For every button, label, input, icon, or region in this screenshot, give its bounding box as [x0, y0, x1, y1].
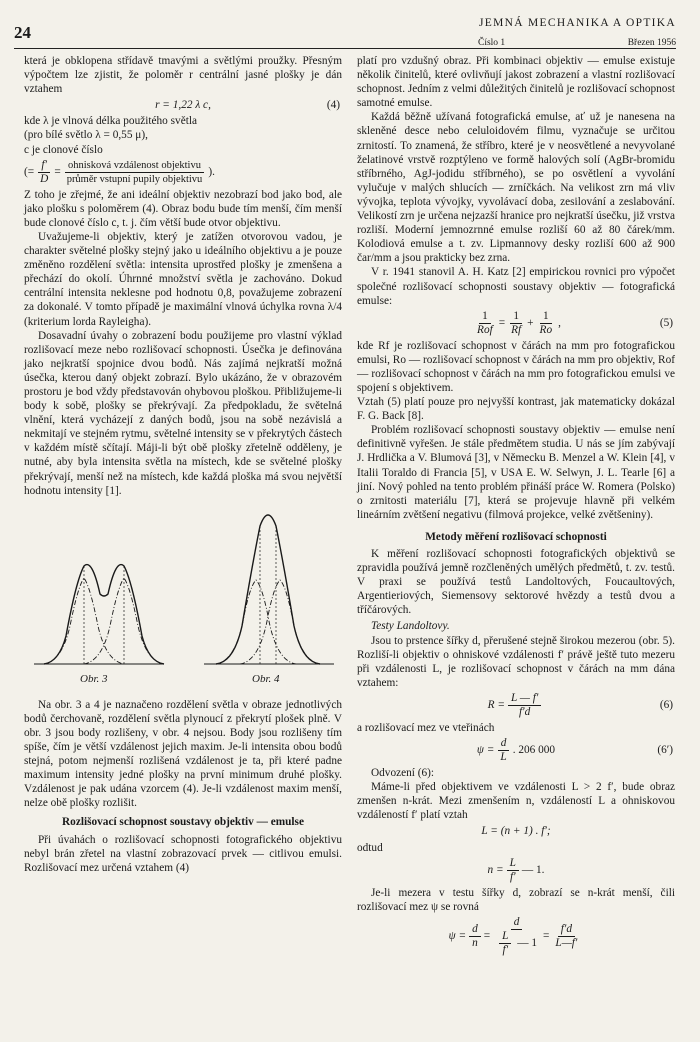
denominator: f′d	[519, 705, 531, 718]
denominator: Ro	[539, 323, 553, 336]
equation-text: ψ =	[448, 930, 467, 943]
equation-text: n =	[487, 864, 504, 877]
combined-intensity-curve	[216, 515, 320, 664]
issue-date: Březen 1956	[627, 38, 676, 48]
intensity-curves-figure	[24, 506, 342, 692]
equation-number: (5)	[659, 317, 673, 330]
section-heading: Metody měření rozlišovací schopnosti	[425, 530, 607, 543]
denominator: f′	[502, 943, 509, 956]
equation-text: ).	[208, 166, 215, 179]
numerator: L	[499, 930, 511, 944]
equation-number: (6)	[659, 699, 673, 712]
fraction	[497, 737, 509, 764]
equation-6	[357, 692, 675, 719]
equation-psi	[357, 916, 675, 957]
numerator: 1	[510, 310, 522, 324]
definition-line: c je clonové číslo	[24, 143, 103, 156]
equation-number: (4)	[326, 99, 340, 112]
denominator: průměr vstupní pupily objektivu	[66, 173, 203, 185]
numerator: f′d	[558, 923, 575, 937]
page-number: 24	[14, 23, 31, 42]
fraction	[499, 930, 511, 957]
equation-clone-number	[24, 159, 342, 186]
paragraph: K měření rozlišovací schopnosti fotografických objektivů se zpravidla používá jemně rozčleněných umělých předmětů, t. zv. testů. V praxi se používá testů Landoltových, Foucaultových, Argentieriových, Siemensovy sektorové hvězdy a testů dvou a tříčárových.	[357, 548, 675, 617]
paragraph: platí pro vzdušný obraz. Při kombinaci objektiv — emulse existuje několik činitelů, které ovlivňují jakost zobrazení a vlastní rozlišovací schopnost. Jedním z velmi důležitých činitelů je rozlišovací schopnost samotné emulse.	[357, 55, 675, 110]
equation-text: r = 1,22 λ c,	[155, 99, 211, 112]
fraction	[37, 159, 51, 186]
equation-6-prime	[357, 737, 675, 764]
journal-title: JEMNÁ MECHANIKA A OPTIKA	[478, 17, 676, 29]
equation-text: ψ =	[476, 744, 495, 757]
equation-text: — 1	[517, 936, 538, 949]
figure-4-graphic	[204, 515, 334, 664]
paragraph: Máme-li před objektivem ve vzdálenosti L > 2 f′, bude obraz zmenšen n-krát. Mezi zmenšením n, vzdáleností L a ohniskovou vzdáleností f′ platí vztah	[357, 781, 675, 822]
figure-4-caption: Obr. 4	[252, 672, 280, 685]
definition-line: (pro bílé světlo λ = 0,55 μ),	[24, 129, 148, 142]
fraction	[507, 857, 519, 884]
numerator: L	[507, 857, 519, 871]
paragraph: V r. 1941 stanovil A. H. Katz [2] empirickou rovnici pro výpočet společné rozlišovací schopnosti soustavy objektiv — fotografická emulse:	[357, 266, 675, 307]
figure-3-caption: Obr. 3	[80, 672, 108, 685]
equation-text: =	[498, 317, 506, 330]
equation-text: — 1.	[521, 864, 545, 877]
section-heading: Rozlišovací schopnost soustavy objektiv — emulse	[62, 816, 304, 829]
paragraph: Každá běžně užívaná fotografická emulse, ať už je nanesena na skleněné desce nebo celuloidovém filmu, vyznačuje se určitou zrnitostí. To znamená, že stříbro, které je v neosvětlené a nevyvolané želatinové vrstvě rozptýleno ve formě halových solí (AgBr-bromidu stříbrného, AgJ-jodidu stříbrného), se po osvětlení a vyvolání vylučuje v malých shlucích — zrníčkách. Na velikost zrn má vliv vývojka, teplota vývojky, vyvolávací doba, zesilování a zeslabování. Velikostí zrn je určena nejzazší hranice pro nejkratší úsečku, již vrstva rozliší. Moderní jemnozrnné emulse rozliší 60 až 80 čárek/mm. Kolodiová emulse a t. zv. Lipmannovy desky rozliší 600 až 900 čar/mm a jsou prakticky bez zrna.	[357, 111, 675, 265]
paragraph: Z toho je zřejmé, že ani ideální objektiv nezobrazí bod jako bod, ale jako plošku s poloměrem (4). Obraz bodu bude tím menší, čím menší bude clonové číslo c, t. j. čím větší bude otvor objektivu.	[24, 188, 342, 229]
numerator: d	[511, 916, 523, 930]
issue-number: Číslo 1	[478, 38, 506, 48]
denominator: L	[500, 751, 507, 764]
header-rule	[14, 48, 676, 49]
page-header	[14, 10, 676, 50]
paragraph: Problém rozlišovací schopnosti soustavy objektiv — emulse není definitivně vyřešen. Je stále předmětem studia. U nás se jím zabývají J. Hrdlička a V. Blumová [3], v Německu B. Menzel a W. Klein [4], v Italii Toraldo di Francia [5], v USA E. W. Selwyn, J. L. Tearle [6] a jiní. Nový pohled na tento problém přináší práce W. Romera (Polsko) o zrnitosti materiálu [7], která se projevuje hlavně při velkém lineárním zvětšení negativu (filmová projekce, velké zvětšeniny).	[357, 424, 675, 521]
paragraph: Při úvahách o rozlišovací schopnosti fotografického objektivu nebyl brán zřetel na vlastní zobrazovací prvek — citlivou emulsi. Rozlišovací mez určená vztahem (4)	[24, 833, 342, 874]
numerator: d	[498, 737, 510, 751]
equation-text: =	[543, 930, 550, 943]
equation-text: R =	[487, 699, 505, 712]
right-column	[357, 54, 675, 959]
paragraph: která je obklopena střídavě tmavými a světlými proužky. Přesným výpočtem lze zjistit, že poloměr r centrální jasné plošky je dán vztahem	[24, 55, 342, 96]
equation-text: L = (n + 1) . f′;	[481, 825, 551, 838]
fraction	[508, 310, 524, 337]
left-column	[24, 54, 342, 875]
equation-text: =	[54, 166, 61, 179]
numerator: f′	[38, 159, 50, 173]
equation-text: +	[527, 317, 534, 330]
equation-text: =	[483, 930, 491, 943]
paragraph: Je-li mezera v testu šířky d, zobrazí se n-krát menší, čili rozlišovací mez ψ se rovná	[357, 886, 675, 913]
numerator: 1	[540, 310, 552, 324]
fraction	[508, 692, 541, 719]
paragraph: odtud	[357, 841, 383, 854]
denominator	[493, 930, 540, 957]
equation-text: ,	[558, 317, 561, 330]
denominator: D	[40, 172, 49, 185]
denominator: f′	[509, 870, 516, 883]
paragraph: kde Rf je rozlišovací schopnost v čárách na mm pro fotografickou emulsi, Ro — rozlišovací schopnost v čárách na mm pro objektiv, Rof — rozlišovací schopnost v čárách na mm pro fotografickou emulsi ve spojení s objektivem.	[357, 339, 675, 394]
fraction	[474, 310, 496, 337]
fraction	[552, 923, 580, 950]
paragraph: a rozlišovací mez ve vteřinách	[357, 721, 495, 734]
equation-5	[357, 310, 675, 337]
numerator: L — f′	[508, 692, 541, 706]
fraction	[469, 923, 481, 950]
paragraph: Uvažujeme-li objektiv, který je zatížen otvorovou vadou, je charakter světelné plošky stejný jako u ideálního objektivu a je pouze změněno rozdělení světla: intensita uprostřed plošky je zmenšena a přechází do okolí. Úhrnné množství světla je zachováno. Dokud centrální intensita neklesne pod hodnotu 0,8, považujeme zobrazení za dokonalé. V tomto případě je maximální vlnová úchylka rovna λ/4 (kriterium lorda Rayleigha).	[24, 230, 342, 328]
numerator: d	[469, 923, 481, 937]
fraction	[493, 916, 540, 957]
equation-number: (6′)	[657, 744, 673, 757]
numerator: 1	[479, 310, 491, 324]
fraction	[64, 159, 206, 186]
equation-magnification	[357, 824, 675, 838]
paragraph: Vztah (5) platí pouze pro nejvyšší kontrast, jak matematicky dokázal F. G. Back [8].	[357, 396, 675, 423]
paragraph: Odvození (6):	[371, 767, 435, 780]
denominator: L—f′	[555, 936, 578, 949]
subsection-heading: Testy Landoltovy.	[371, 620, 450, 633]
paragraph: Jsou to prstence šířky d, přerušené stejně širokou mezerou (obr. 5). Rozliší-li objektiv o ohniskové vzdálenosti f′ právě ještě tuto mezeru při vzdálenosti L, je rozlišovací schopnost v čárách na mm dána vztahem:	[357, 634, 675, 689]
denominator: n	[472, 936, 478, 949]
numerator: ohnisková vzdálenost objektivu	[65, 159, 204, 173]
equation-text: (=	[24, 166, 35, 179]
denominator: Rof	[477, 323, 493, 336]
equation-4	[24, 98, 342, 112]
definition-line: kde λ je vlnová délka použitého světla	[24, 115, 197, 128]
figures-3-4	[24, 506, 342, 692]
paragraph: Na obr. 3 a 4 je naznačeno rozdělení světla v obraze jednotlivých bodů čerchovaně, rozdělení světla plynoucí z překrytí plošek plně. V obr. 3 jsou body rozlišeny, v obr. 4 nejsou. Body jsou rozlišeny tím spíše, čím je větší vzdálenost jejich maxim. Je-li intensita obou bodů stejná, potom nejmenší rozlišená vzdálenost je ta, při které padne maximum intensity jedné plošky na první minimum druhé plošky. Vzdálenost je pak udána vzorcem (4). Je-li vzdálenost maxim menší, nelze obě plošky rozlišit.	[24, 698, 342, 810]
denominator: Rf	[511, 323, 522, 336]
equation-n	[357, 857, 675, 884]
fraction	[537, 310, 556, 337]
figure-3-graphic	[34, 564, 164, 663]
equation-text: . 206 000	[512, 744, 556, 757]
paragraph: Dosavadní úvahy o zobrazení bodu použijeme pro vlastní výklad rozlišovací meze nebo rozlišovací schopnosti. Úsečka je definována jako nejkratší spojnice dvou bodů. Nás zajímá nejkratší možná úsečka, kterou daný objekt zobrazí. Bylo ukázáno, že v obrazovém prostoru je bod vždy představován ohybovou ploškou. Přibližujeme-li body k sobě, plošky se překrývají. Za předpokladu, že světelná vlnění, která vycházejí z daných bodů, jsou na sobě nezávislá a nekmitají ve stejném rytmu, světelné intensity se v překrytých částech v každém místě sčítají. Máji-li být obě plošky zřetelně odděleny, je nutné, aby byla intensita světla na místech, kde se světelné plošky překrývají, menší než na místech, kde každá ploška má svou největší hodnotu intensity [1].	[24, 329, 342, 497]
